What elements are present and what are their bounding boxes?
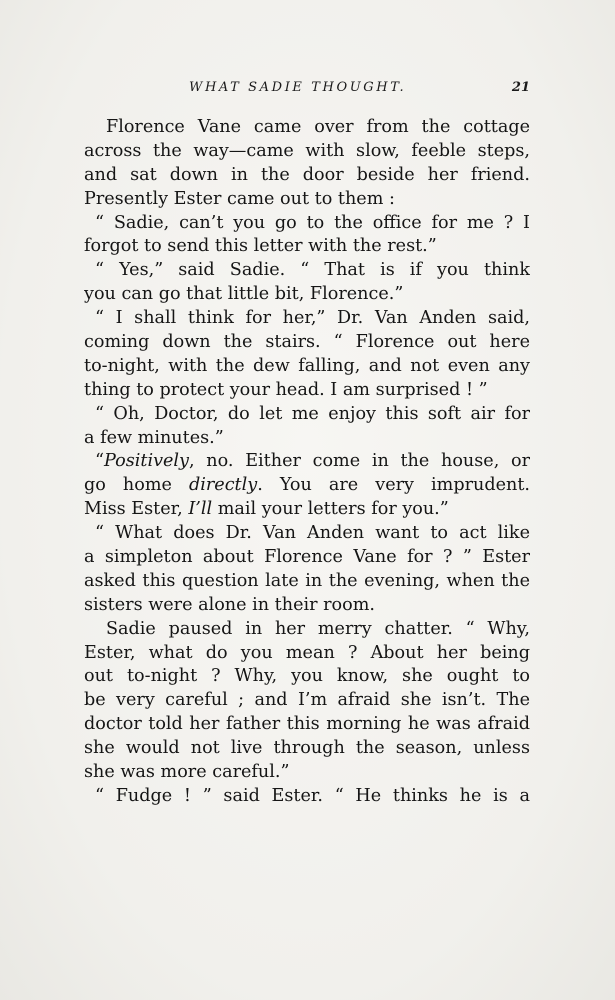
text-line: to-night, with the dew falling, and not even any	[84, 355, 530, 376]
text-line: “ What does Dr. Van Anden want to act like	[95, 523, 530, 544]
text-line: Presently Ester came out to them :	[84, 188, 395, 209]
text-line: “ Sadie, can’t you go to the office for me ? I	[95, 212, 530, 233]
text-line: be very careful ; and I’m afraid she isn’t. The	[84, 690, 530, 711]
text-line: a simpleton about Florence Vane for ? ” Ester	[84, 547, 530, 568]
text-line: go home directly. You are very imprudent.	[84, 475, 530, 496]
text-line: she would not live through the season, unless	[84, 738, 530, 759]
text-line: and sat down in the door beside her friend.	[84, 164, 530, 185]
text-line: “Positively, no. Either come in the house, or	[95, 451, 530, 472]
text-line: forgot to send this letter with the rest.”	[84, 236, 437, 257]
text-line: doctor told her father this morning he was afraid	[84, 714, 530, 735]
running-title: WHAT SADIE THOUGHT.	[189, 80, 407, 95]
text-line: across the way—came with slow, feeble steps,	[84, 140, 530, 161]
text-line: Ester, what do you mean ? About her being	[84, 642, 530, 663]
body-text	[84, 116, 530, 809]
text-line: “ Yes,” said Sadie. “ That is if you think	[95, 260, 530, 281]
text-line: you can go that little bit, Florence.”	[84, 284, 404, 305]
text-line: “ I shall think for her,” Dr. Van Anden said,	[95, 308, 530, 329]
text-line: sisters were alone in their room.	[84, 594, 375, 615]
text-line: she was more careful.”	[84, 762, 290, 783]
text-line: “ Oh, Doctor, do let me enjoy this soft air for	[95, 403, 530, 424]
text-line: a few minutes.”	[84, 427, 224, 448]
page-header	[84, 80, 530, 100]
text-line: Miss Ester, I’ll mail your letters for you.”	[84, 499, 449, 520]
text-line: Sadie paused in her merry chatter. “ Why,	[106, 618, 530, 639]
text-line: “ Fudge ! ” said Ester. “ He thinks he is a	[95, 785, 530, 806]
text-line: Florence Vane came over from the cottage	[106, 117, 530, 137]
text-line: asked this question late in the evening, when the	[84, 570, 530, 591]
page-number: 21	[511, 80, 530, 95]
text-line: thing to protect your head. I am surprised ! ”	[84, 379, 488, 400]
text-line: out to-night ? Why, you know, she ought to	[84, 666, 530, 687]
text-line: coming down the stairs. “ Florence out here	[84, 332, 530, 353]
